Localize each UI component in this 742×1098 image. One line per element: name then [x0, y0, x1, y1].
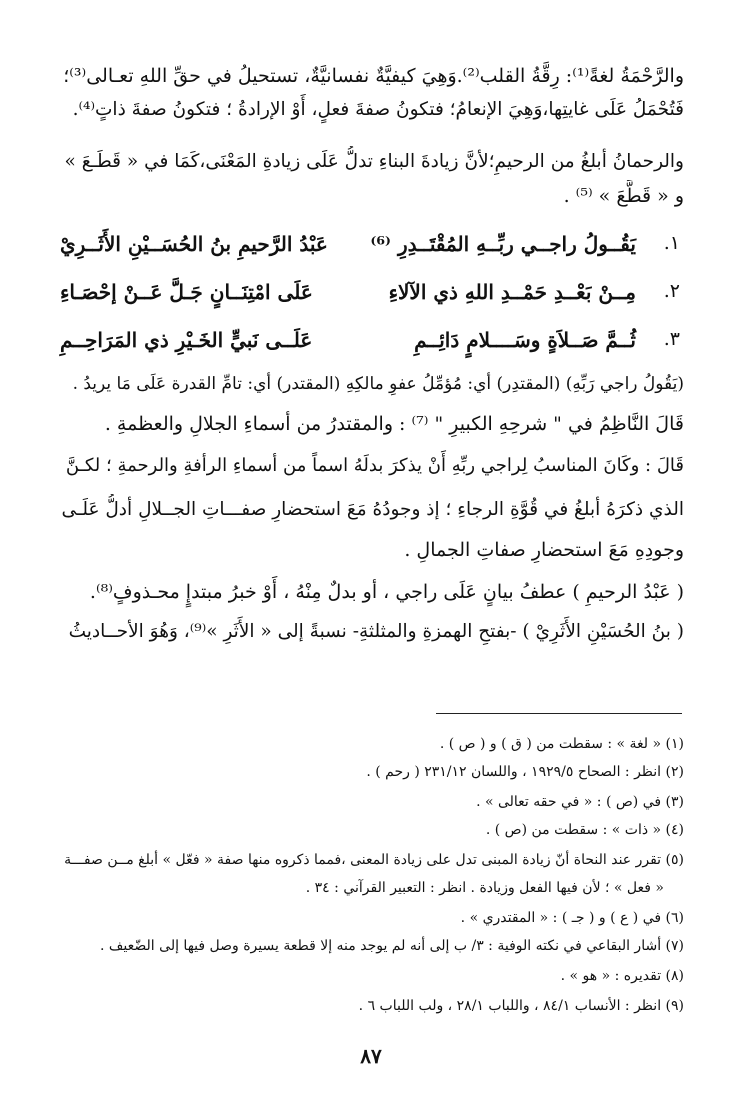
- footnote: (٦) في ( ع ) و ( جـ ) : « المقتدري » .: [460, 910, 684, 926]
- verse-number: ١.: [663, 232, 680, 254]
- footnote-continuation: « فعل » ؛ لأن فيها الفعل وزيادة . انظر : التعبير القرآني : ٣٤ .: [305, 880, 664, 896]
- footnote-separator: [436, 713, 682, 714]
- verse-second-hemistich: عَبْدُ الرَّحيمِ بنُ الحُسَــيْنِ الأَثَــرِيْ: [60, 232, 328, 256]
- body-line: والرحمانُ أبلغُ من الرحيمِ؛لأنَّ زيادةَ البناءِ تدلُّ عَلَى زيادةِ المَعْنَى،كَمَا في « قَطَـعَ »: [64, 151, 684, 172]
- commentary-line: ( عَبْدُ الرحيمِ ) عطفُ بيانٍ عَلَى راجي ، أو بدلٌ مِنْهُ ، أَوْ خبرُ مبتدإٍ محـذوفٍ⁽⁸⁾.: [89, 581, 684, 603]
- commentary-line: قَالَ النَّاظِمُ في " شرحِهِ الكبيرِ " ⁽⁷⁾ : والمقتدرُ من أسماءِ الجلالِ والعظمةِ .: [104, 413, 684, 435]
- verse-2: [60, 274, 680, 314]
- commentary-line: ( بنُ الحُسَيْنِ الأَثَرِيْ ) -بفتحِ الهمزةِ والمثلثةِ- نسبةً إلى « الأَثَرِ »⁽⁹⁾، وَهُوَ الأحــاديثُ: [68, 621, 684, 642]
- verse-second-hemistich: عَلَــى نَبيٍّ الخَـيْرِ ذي المَرَاحِــمِ: [60, 328, 313, 352]
- verse-1: [60, 226, 680, 266]
- verse-number: ٣.: [663, 328, 680, 350]
- body-line: والرَّحْمَةُ لغةً⁽¹⁾: رِقَّةُ القلب⁽²⁾.وَهِيَ كيفيَّةٌ نفسانيَّةٌ، تستحيلُ في حقِّ اللهِ تعـالى⁽³⁾؛: [63, 65, 684, 87]
- verse-first-hemistich: مِــنْ بَعْــدِ حَمْــدِ اللهِ ذي الآلاءِ: [388, 280, 636, 304]
- verse-first-hemistich: يَقُــولُ راجــي ربِّــهِ المُقْتَــدِرِ ⁽⁶⁾: [370, 232, 636, 256]
- footnote: (٨) تقديره : « هو » .: [560, 968, 684, 984]
- verse-second-hemistich: عَلَى امْتِنَــانٍ جَـلَّ عَــنْ إحْصَـاءِ: [60, 280, 313, 304]
- footnote: (٣) في (ص ) : « في حقه تعالى » .: [476, 794, 684, 810]
- verse-3: [60, 322, 680, 362]
- body-line: و « قَطَّعَ » ⁽⁵⁾ .: [563, 185, 684, 207]
- commentary-line: (يَقُولُ راجي رَبِّهِ) (المقتدِر) أي: مُؤمِّلُ عفوِ مالكِهِ (المقتدر) أي: تامِّ القدرة عَلَى مَا يريدُ .: [72, 374, 684, 394]
- body-line: فَتُحْمَلُ عَلَى غايتِها،وَهِيَ الإنعامُ؛ فتكونُ صفةَ فعلٍ، أَوْ الإرادةُ ؛ فتكونُ صفةَ ذاتٍ⁽⁴⁾.: [72, 99, 684, 120]
- verse-first-hemistich: ثُــمَّ صَــلاَةٍ وسَــــلامٍ دَائِــمِ: [414, 328, 636, 352]
- commentary-line: وجودِهِ مَعَ استحضارِ صفاتِ الجمالِ .: [404, 539, 684, 561]
- commentary-line: الذي ذكرَهُ أبلغُ في قُوَّةِ الرجاءِ ؛ إذ وجودُهُ مَعَ استحضارِ صفـــاتِ الجــلالِ أدلُّ عَلَـى: [61, 499, 684, 520]
- footnote: (٩) انظر : الأنساب ٨٤/١ ، واللباب ٢٨/١ ، ولب اللباب ٦ .: [358, 998, 684, 1014]
- footnote: (٢) انظر : الصحاح ١٩٢٩/٥ ، واللسان ٢٣١/١٢ ( رحم ) .: [366, 764, 684, 780]
- page-number: ٨٧: [360, 1044, 382, 1068]
- footnote: (١) « لغة » : سقطت من ( ق ) و ( ص ) .: [439, 736, 684, 752]
- footnote: (٧) أشار البقاعي في نكته الوفية : ٣/ ب إلى أنه لم يوجد منه إلا قطعة يسيرة وصل فيها إلى الضّعيف .: [100, 938, 684, 954]
- footnote: (٥) تقرر عند النحاة أنّ زيادة المبنى تدل على زيادة المعنى ،فمما ذكروه منها صفة « فعّل » أبلغ مــن صفـــة: [64, 852, 684, 868]
- footnote: (٤) « ذات » : سقطت من (ص ) .: [485, 822, 684, 838]
- verse-number: ٢.: [663, 280, 680, 302]
- commentary-line: قَالَ : وكَانَ المناسبُ لِراجي ربِّهِ أَنْ يذكرَ بدلَهُ اسماً من أسماءِ الرأفةِ والرحمةِ ؛ لكـنَّ: [65, 455, 684, 476]
